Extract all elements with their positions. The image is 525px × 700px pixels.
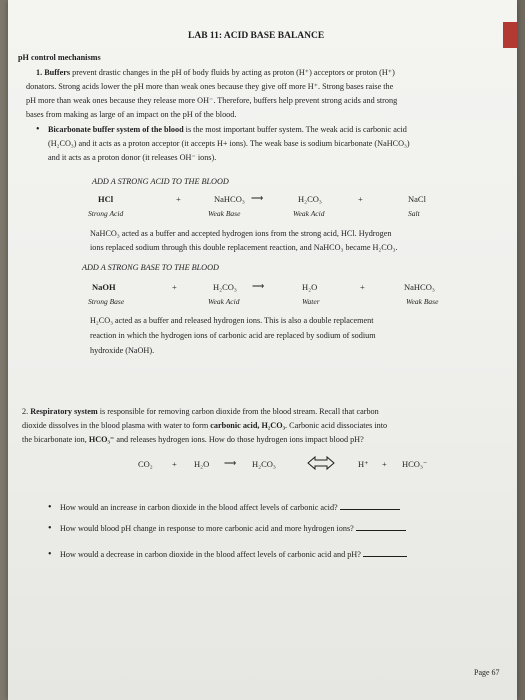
item2-line: the bicarbonate ion, HCO₃⁻ and releases hydrogen ions. How do those hydrogen ions impact blood pH?: [22, 435, 364, 444]
plus-sign: +: [172, 282, 177, 292]
eq-term: H₂CO₃: [252, 459, 276, 469]
question-item: [60, 523, 406, 534]
bicarb-line: (H₂CO₃) and it acts as a proton acceptor (it accepts H+ ions). The weak base is sodium bicarbonate (NaHCO₃): [48, 139, 410, 148]
bicarb-line: and it acts as a proton donor (it releases OH⁻ ions).: [48, 153, 217, 162]
answer-blank[interactable]: [363, 556, 407, 557]
acid-explanation-line: ions replaced sodium through this double replacement reaction, and NaHCO₃ became H₂CO₃.: [90, 243, 398, 252]
product: NaHCO₃: [404, 282, 435, 292]
reactant: NaOH: [92, 282, 116, 292]
section-heading: pH control mechanisms: [18, 53, 101, 62]
acid-explanation-line: NaHCO₃ acted as a buffer and accepted hydrogen ions from the strong acid, HCl. Hydrogen: [90, 229, 392, 238]
compound-label: Weak Acid: [208, 297, 240, 306]
compound-label: Weak Base: [406, 297, 439, 306]
compound-label: Water: [302, 297, 320, 306]
compound-label: Weak Base: [208, 209, 241, 218]
plus-sign: +: [358, 194, 363, 204]
question-item: [60, 502, 400, 513]
worksheet-page: [8, 0, 517, 700]
base-heading: ADD A STRONG BASE TO THE BLOOD: [82, 263, 219, 272]
question-text: How would an increase in carbon dioxide in the blood affect levels of carbonic acid?: [60, 503, 338, 512]
right-arrow-icon: ⟶: [251, 193, 264, 203]
question-item: [60, 549, 407, 560]
compound-label: Strong Acid: [88, 209, 124, 218]
compound-label: Weak Acid: [293, 209, 325, 218]
right-arrow-icon: ⟶: [224, 458, 237, 468]
bicarb-line: • Bicarbonate buffer system of the blood is the most important buffer system. The weak acid is carbonic acid: [48, 124, 407, 135]
compound-label: Salt: [408, 209, 420, 218]
item1-line: 1. Buffers prevent drastic changes in the pH of body fluids by acting as proton (H⁺) acceptors or proton (H⁺): [36, 68, 395, 77]
plus-sign: +: [382, 459, 387, 469]
plus-sign: +: [176, 194, 181, 204]
item2-line: 2. Respiratory system is responsible for removing carbon dioxide from the blood stream. Recall that carbon: [22, 407, 379, 416]
eq-term: H₂O: [194, 459, 210, 469]
item1-line: donators. Strong acids lower the pH more than weak ones because they give off more H⁺. Strong bases raise the: [26, 82, 394, 91]
reactant: HCl: [98, 194, 114, 204]
reactant: NaHCO₃: [214, 194, 245, 204]
page-title: LAB 11: ACID BASE BALANCE: [188, 31, 325, 41]
product: H₂CO₃: [298, 194, 322, 204]
eq-term: HCO₃⁻: [402, 459, 428, 469]
item1-line: pH more than weak ones because they release more OH⁻. Therefore, buffers help prevent strong acids and strong: [26, 96, 398, 105]
base-explanation-line: hydroxide (NaOH).: [90, 346, 155, 355]
question-text: How would blood pH change in response to more carbonic acid and more hydrogen ions?: [60, 524, 354, 533]
item1-line: bases from making as large of an impact on the pH of the blood.: [26, 110, 237, 119]
right-arrow-icon: ⟶: [252, 281, 265, 291]
product: H₂O: [302, 282, 318, 292]
product: NaCl: [408, 194, 426, 204]
plus-sign: +: [172, 459, 177, 469]
question-text: How would a decrease in carbon dioxide in the blood affect levels of carbonic acid and pH?: [60, 550, 361, 559]
acid-heading: ADD A STRONG ACID TO THE BLOOD: [92, 177, 229, 186]
answer-blank[interactable]: [356, 530, 406, 531]
answer-blank[interactable]: [340, 509, 400, 510]
red-tab-marker: [503, 22, 517, 48]
compound-label: Strong Base: [88, 297, 125, 306]
plus-sign: +: [360, 282, 365, 292]
eq-term: CO₂: [138, 459, 153, 469]
eq-term: H⁺: [358, 459, 369, 469]
item2-line: dioxide dissolves in the blood plasma with water to form carbonic acid, H₂CO₃. Carbonic acid dissociates into: [22, 421, 388, 430]
double-arrow-icon: [306, 455, 336, 471]
base-explanation-line: H₂CO₃ acted as a buffer and released hydrogen ions. This is also a double replacement: [90, 316, 374, 325]
base-explanation-line: reaction in which the hydrogen ions of carbonic acid are replaced by sodium of sodium: [90, 331, 376, 340]
reactant: H₂CO₃: [213, 282, 237, 292]
page-number: Page 67: [474, 668, 500, 677]
